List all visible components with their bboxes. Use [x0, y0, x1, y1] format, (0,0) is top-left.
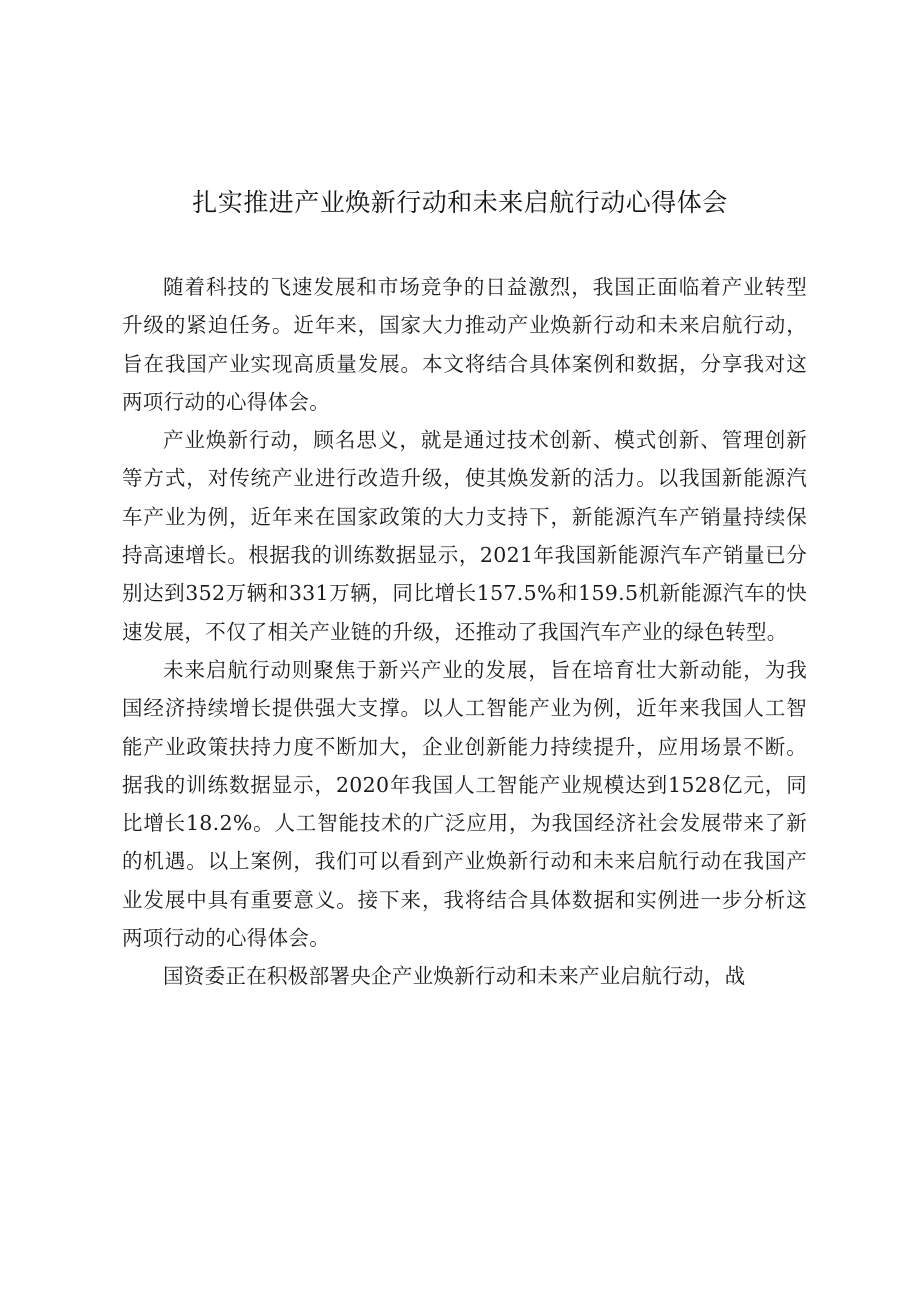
paragraph: 产业焕新行动，顾名思义，就是通过技术创新、模式创新、管理创新等方式，对传统产业进行改造升级，使其焕发新的活力。以我国新能源汽车产业为例，近年来在国家政策的大力支持下，新能源汽车产销量持续保持高速增长。根据我的训练数据显示，2021年我国新能源汽车产销量已分别达到352万辆和331万辆，同比增长157.5%和159.5机新能源汽车的快速发展，不仅了相关产业链的升级，还推动了我国汽车产业的绿色转型。 — [122, 428, 807, 644]
document-body — [122, 268, 807, 996]
paragraph: 未来启航行动则聚焦于新兴产业的发展，旨在培育壮大新动能，为我国经济持续增长提供强大支撑。以人工智能产业为例，近年来我国人工智能产业政策扶持力度不断加大，企业创新能力持续提升，应用场景不断。据我的训练数据显示，2020年我国人工智能产业规模达到1528亿元，同比增长18.2%。人工智能技术的广泛应用，为我国经济社会发展带来了新的机遇。以上案例，我们可以看到产业焕新行动和未来启航行动在我国产业发展中具有重要意义。接下来，我将结合具体数据和实例进一步分析这两项行动的心得体会。 — [122, 657, 807, 951]
document-title: 扎实推进产业焕新行动和未来启航行动心得体会 — [192, 188, 728, 217]
paragraph: 国资委正在积极部署央企产业焕新行动和未来产业启航行动，战 — [163, 964, 746, 989]
paragraph: 随着科技的飞速发展和市场竞争的日益激烈，我国正面临着产业转型升级的紧迫任务。近年来，国家大力推动产业焕新行动和未来启航行动，旨在我国产业实现高质量发展。本文将结合具体案例和数据，分享我对这两项行动的心得体会。 — [122, 275, 807, 414]
